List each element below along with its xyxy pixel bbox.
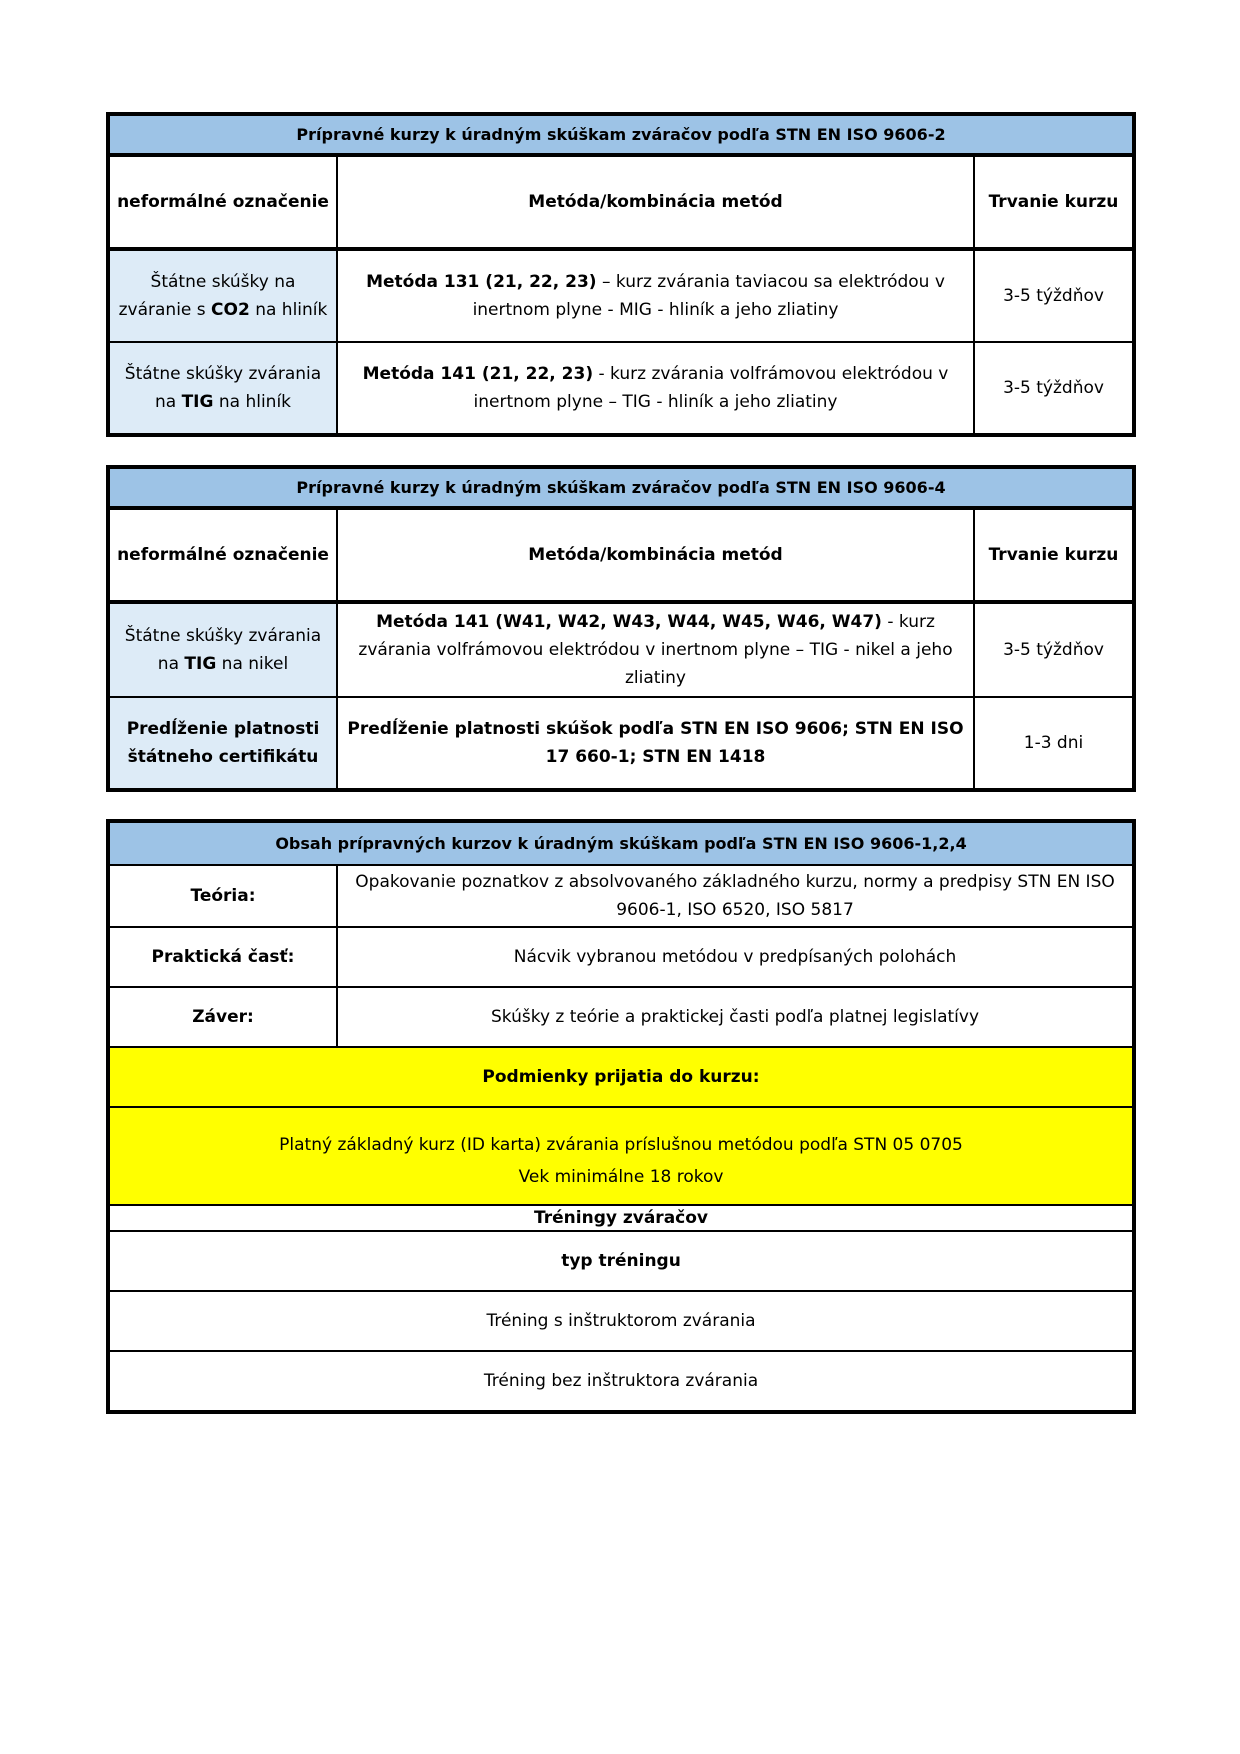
method-cell: Metóda 141 (W41, W42, W43, W44, W45, W46, W47) - kurz zvárania volfrámovou elektródou v inertnom plyne – TIG - nikel a jeho zliatiny xyxy=(337,602,974,697)
method-cell: Metóda 131 (21, 22, 23) – kurz zvárania taviacou sa elektródou v inertnom plyne - MIG - hliník a jeho zliatiny xyxy=(337,249,974,342)
duration-cell: 3-5 týždňov xyxy=(974,602,1134,697)
column-header-designation: neformálné označenie xyxy=(108,508,337,602)
theory-value: Opakovanie poznatkov z absolvovaného základného kurzu, normy a predpisy STN EN ISO 9606-1, ISO 6520, ISO 5817 xyxy=(337,865,1134,927)
table-row xyxy=(108,927,1134,987)
condition-item: Platný základný kurz (ID karta) zvárania príslušnou metódou podľa STN 05 0705 xyxy=(279,1135,963,1155)
practice-label: Praktická časť: xyxy=(108,927,337,987)
duration-cell: 3-5 týždňov xyxy=(974,249,1134,342)
table-title: Prípravné kurzy k úradným skúškam zváračov podľa STN EN ISO 9606-2 xyxy=(108,114,1134,155)
training-type-header: typ tréningu xyxy=(108,1231,1134,1291)
training-item: Tréning bez inštruktora zvárania xyxy=(108,1351,1134,1412)
table-row xyxy=(108,697,1134,790)
designation-cell: Štátne skúšky zvárania na TIG na hliník xyxy=(108,342,337,435)
column-header-duration: Trvanie kurzu xyxy=(974,155,1134,249)
theory-label: Teória: xyxy=(108,865,337,927)
course-table-9606-4 xyxy=(106,465,1136,792)
table-row xyxy=(108,342,1134,435)
table-row xyxy=(108,1351,1134,1412)
duration-cell: 3-5 týždňov xyxy=(974,342,1134,435)
course-table-9606-2 xyxy=(106,112,1136,437)
training-item: Tréning s inštruktorom zvárania xyxy=(108,1291,1134,1351)
condition-item: Vek minimálne 18 rokov xyxy=(518,1167,724,1187)
course-content-table xyxy=(106,819,1136,1414)
column-header-method: Metóda/kombinácia metód xyxy=(337,508,974,602)
conditions-title: Podmienky prijatia do kurzu: xyxy=(108,1047,1134,1107)
table-row xyxy=(108,865,1134,927)
table-row xyxy=(108,602,1134,697)
table-row xyxy=(108,987,1134,1047)
table-title: Obsah prípravných kurzov k úradným skúškam podľa STN EN ISO 9606-1,2,4 xyxy=(108,821,1134,865)
method-cell: Metóda 141 (21, 22, 23) - kurz zvárania volfrámovou elektródou v inertnom plyne – TIG - hliník a jeho zliatiny xyxy=(337,342,974,435)
designation-cell: Predĺženie platnosti štátneho certifikátu xyxy=(108,697,337,790)
table-title: Prípravné kurzy k úradným skúškam zváračov podľa STN EN ISO 9606-4 xyxy=(108,467,1134,508)
conclusion-label: Záver: xyxy=(108,987,337,1047)
practice-value: Nácvik vybranou metódou v predpísaných polohách xyxy=(337,927,1134,987)
duration-cell: 1-3 dni xyxy=(974,697,1134,790)
table-row xyxy=(108,249,1134,342)
column-header-designation: neformálné označenie xyxy=(108,155,337,249)
designation-cell: Štátne skúšky na zváranie s CO2 na hliník xyxy=(108,249,337,342)
table-row xyxy=(108,1291,1134,1351)
conclusion-value: Skúšky z teórie a praktickej časti podľa platnej legislatívy xyxy=(337,987,1134,1047)
designation-cell: Štátne skúšky zvárania na TIG na nikel xyxy=(108,602,337,697)
column-header-duration: Trvanie kurzu xyxy=(974,508,1134,602)
method-cell: Predĺženie platnosti skúšok podľa STN EN ISO 9606; STN EN ISO 17 660-1; STN EN 1418 xyxy=(337,697,974,790)
column-header-method: Metóda/kombinácia metód xyxy=(337,155,974,249)
conditions-list xyxy=(108,1107,1134,1205)
training-title: Tréningy zváračov xyxy=(108,1205,1134,1231)
